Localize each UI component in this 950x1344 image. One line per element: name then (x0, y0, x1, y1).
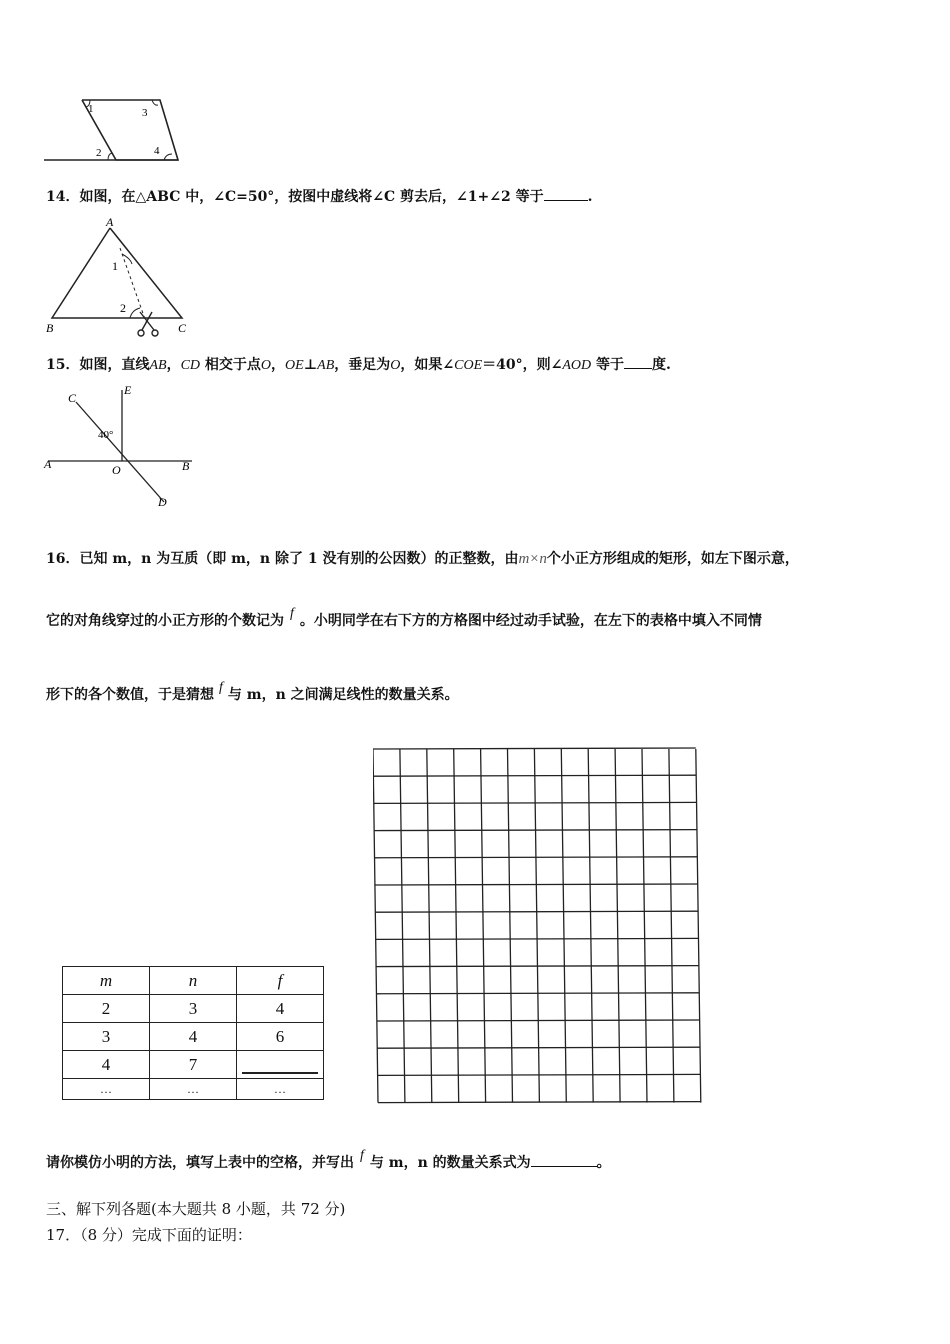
section-3-title-text: 三、解下列各题(本大题共 8 小题，共 72 分) (46, 1200, 346, 1218)
grid-line-horizontal (378, 1074, 701, 1075)
q15-t5: O (260, 358, 272, 373)
table-header-row (63, 967, 324, 995)
table-row (63, 995, 324, 1023)
grid-line-horizontal (373, 748, 696, 749)
q16-line3-text: 形下的各个数值，于是猜想 (46, 687, 214, 703)
grid-line-horizontal (375, 884, 698, 885)
grid-line-horizontal (375, 911, 698, 912)
table-header-m: m (63, 967, 150, 995)
q16-line2-after: 。小明同学在右下方的方格图中经过动手试验，在左下的表格中填入不同情 (299, 613, 762, 629)
grid-line-horizontal (376, 938, 699, 939)
q16-square-grid[interactable] (373, 747, 703, 1109)
grid-line-vertical (481, 749, 486, 1103)
q15-t13: COE (454, 358, 483, 373)
q17-text: 17．（8 分）完成下面的证明： (46, 1226, 252, 1244)
q16-line2 (46, 606, 762, 630)
q14-text: 如图，在△ABC 中，∠C=50°，按图中虚线将∠C 剪去后，∠1+∠2 等于 (79, 189, 544, 205)
grid-line-horizontal (373, 775, 696, 776)
q16-line3-after: 与 m，n 之间满足线性的数量关系。 (227, 687, 459, 703)
section-3-title (46, 1198, 345, 1219)
q16-answer-after: 与 m，n 的数量关系式为 (369, 1155, 531, 1171)
q15-t11: O (390, 358, 401, 373)
q15-t1: AB (149, 358, 167, 373)
q15-answer-blank[interactable] (624, 368, 652, 369)
table-header-n: n (150, 967, 237, 995)
answer-fill-line (242, 1072, 318, 1074)
grid-line-vertical (454, 749, 459, 1103)
grid-line-horizontal (377, 1047, 700, 1048)
table-cell: 3 (63, 1023, 150, 1051)
q15-text-end: 度. (652, 357, 671, 373)
table-cell: 7 (150, 1051, 237, 1079)
table-cell: 2 (63, 995, 150, 1023)
grid-line-horizontal (374, 802, 697, 803)
grid-line-vertical (588, 749, 593, 1103)
q14-label-C: C (178, 321, 187, 335)
q15-lines-figure (42, 384, 202, 512)
grid-line-vertical (534, 749, 539, 1103)
q16-line1-text: 16．已知 m，n 为互质（即 m，n 除了 1 没有别的公因数）的正整数，由 (46, 551, 519, 567)
grid-line-vertical (400, 749, 405, 1103)
q16-f-2: f (219, 680, 223, 695)
table-answer-cell[interactable] (237, 1051, 324, 1079)
q16-line1 (46, 548, 799, 568)
q16-line3 (46, 680, 459, 704)
q13-label-4: 4 (154, 145, 160, 157)
q13-figure (44, 96, 184, 164)
q13-label-2: 2 (96, 147, 102, 159)
q14-label-2: 2 (120, 301, 126, 315)
q16-answer-text: 请你模仿小明的方法，填写上表中的空格，并写出 (46, 1155, 354, 1171)
table-cell: … (150, 1079, 237, 1100)
q16-line1-after: 个小正方形组成的矩形，如左下图示意， (546, 551, 799, 567)
grid-line-vertical (373, 749, 378, 1103)
q14-text-end: . (587, 189, 593, 205)
table-header-f: f (237, 967, 324, 995)
q14-label-B: B (46, 321, 54, 335)
q15-t8: ⊥ (303, 357, 318, 373)
table-cell: 6 (237, 1023, 324, 1051)
q13-label-3: 3 (142, 107, 148, 119)
table-row (63, 1079, 324, 1100)
q13-label-1: 1 (88, 103, 94, 115)
q16-mxn: m×n (518, 551, 547, 567)
q15-t3: CD (180, 358, 201, 373)
q17-question (46, 1224, 252, 1245)
q16-answer-end: 。 (596, 1155, 611, 1171)
table-row (63, 1051, 324, 1079)
q15-t9: AB (317, 358, 335, 373)
grid-line-vertical (508, 749, 513, 1103)
q15-t15: AOD (562, 358, 592, 373)
q15-t12: ，如果∠ (400, 357, 455, 373)
q14-question (46, 186, 592, 206)
q14-number: 14． (46, 189, 80, 205)
q15-label-C: C (68, 391, 77, 405)
table-cell: 4 (150, 1023, 237, 1051)
table-cell: 4 (237, 995, 324, 1023)
table-cell: … (63, 1079, 150, 1100)
table-cell: 4 (63, 1051, 150, 1079)
q15-t4: 相交于点 (200, 357, 261, 373)
q16-answer-line (46, 1148, 611, 1172)
q15-label-D: D (158, 495, 167, 509)
q15-t0: 如图，直线 (79, 357, 150, 373)
q15-t14: ＝40°，则∠ (482, 357, 563, 373)
q15-label-B: B (182, 459, 190, 473)
q16-f-1: f (290, 606, 294, 621)
q14-label-1: 1 (112, 259, 118, 273)
q15-t16: 等于 (591, 357, 625, 373)
grid-line-horizontal (377, 1020, 700, 1021)
grid-line-vertical (427, 749, 432, 1103)
q15-question (46, 354, 671, 374)
q16-f-3: f (360, 1148, 364, 1163)
q15-label-O: O (112, 463, 121, 477)
q15-label-E: E (124, 384, 132, 397)
q15-angle-label: 40° (98, 429, 114, 441)
table-cell: … (237, 1079, 324, 1100)
grid-line-vertical (561, 749, 566, 1103)
q15-number: 15． (46, 357, 80, 373)
q15-label-A: A (44, 457, 52, 471)
q16-answer-blank[interactable] (531, 1166, 597, 1167)
q14-label-A: A (106, 215, 114, 229)
grid-line-horizontal (378, 1102, 701, 1103)
q16-table (62, 966, 324, 1100)
grid-line-horizontal (376, 966, 699, 967)
grid-line-horizontal (376, 993, 699, 994)
q16-line2-text: 它的对角线穿过的小正方形的个数记为 (46, 613, 284, 629)
q15-t7: OE (285, 358, 304, 373)
scissors-icon (138, 312, 158, 336)
q14-triangle-figure (42, 214, 202, 338)
grid-line-horizontal (374, 830, 697, 831)
q15-t6: ， (271, 357, 286, 373)
q15-t10: ，垂足为 (334, 357, 391, 373)
q14-answer-blank[interactable] (544, 200, 588, 201)
table-row (63, 1023, 324, 1051)
q15-t2: ， (166, 357, 181, 373)
table-cell: 3 (150, 995, 237, 1023)
grid-line-horizontal (375, 857, 698, 858)
